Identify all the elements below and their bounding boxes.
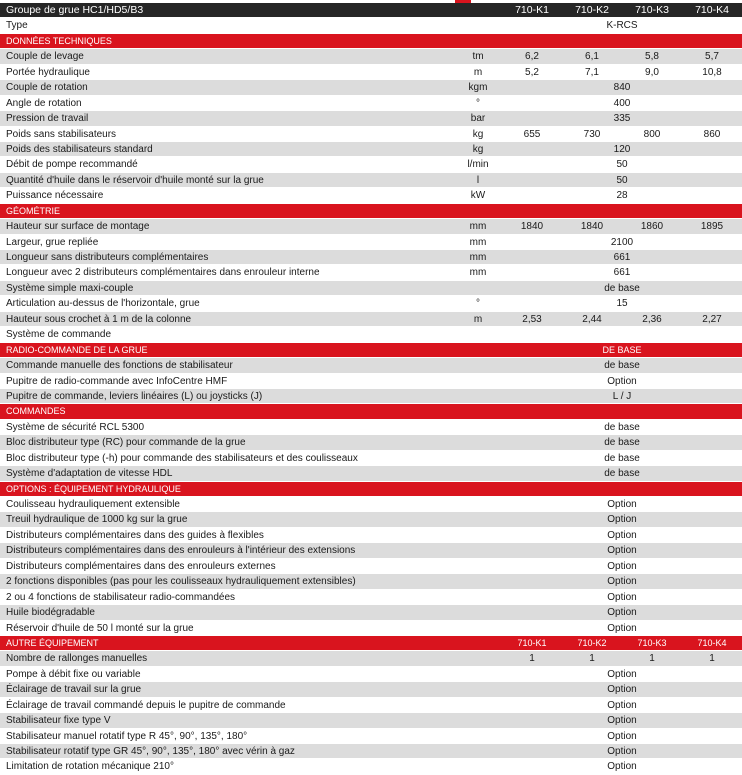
shared-value-cell: Option bbox=[607, 622, 637, 634]
row-label: Pompe à débit fixe ou variable bbox=[6, 668, 141, 680]
table-row bbox=[0, 389, 742, 404]
shared-value-cell: Option bbox=[607, 375, 637, 387]
table-row bbox=[0, 729, 742, 744]
table-row bbox=[0, 65, 742, 80]
row-label: Poids sans stabilisateurs bbox=[6, 128, 117, 140]
row-unit: m bbox=[473, 66, 483, 78]
table-row bbox=[0, 327, 742, 342]
row-label: Poids des stabilisateurs standard bbox=[6, 143, 153, 155]
value-cell-k4: 1 bbox=[709, 653, 715, 665]
shared-value-cell: Option bbox=[607, 499, 637, 510]
value-cell-k1: 710-K1 bbox=[517, 637, 547, 648]
shared-value-cell: de base bbox=[604, 282, 640, 294]
row-label: Pupitre de radio-commande avec InfoCentre HMF bbox=[6, 375, 228, 387]
shared-value-cell: 661 bbox=[613, 252, 631, 263]
table-row bbox=[0, 312, 742, 327]
table-row bbox=[0, 651, 742, 666]
table-row bbox=[0, 420, 742, 435]
section-header bbox=[0, 34, 742, 49]
shared-value-cell: Option bbox=[607, 591, 637, 603]
section-header bbox=[0, 482, 742, 497]
row-unit: mm bbox=[469, 252, 487, 263]
model-header-k3: 710-K3 bbox=[635, 4, 669, 16]
table-row bbox=[0, 219, 742, 234]
section-title: AUTRE ÉQUIPEMENT bbox=[6, 637, 99, 648]
row-label: Distributeurs complémentaires dans des enrouleurs externes bbox=[6, 560, 276, 572]
row-label: Système de sécurité RCL 5300 bbox=[6, 421, 145, 433]
table-row bbox=[0, 173, 742, 188]
row-unit: tm bbox=[472, 51, 484, 63]
value-cell-k1: 655 bbox=[523, 128, 541, 140]
shared-value-cell: 400 bbox=[613, 97, 631, 109]
table-row bbox=[0, 744, 742, 759]
table-row bbox=[0, 713, 742, 728]
model-header-k4: 710-K4 bbox=[695, 4, 729, 16]
shared-value-cell: de base bbox=[604, 468, 640, 480]
shared-value-cell: 661 bbox=[613, 267, 631, 279]
table-row bbox=[0, 96, 742, 111]
row-label: Quantité d'huile dans le réservoir d'huile monté sur la grue bbox=[6, 174, 264, 186]
table-row bbox=[0, 698, 742, 713]
shared-value-cell: 28 bbox=[616, 190, 628, 202]
table-row bbox=[0, 296, 742, 311]
shared-value-cell: DE BASE bbox=[602, 344, 642, 355]
table-row bbox=[0, 281, 742, 296]
row-unit: l/min bbox=[467, 159, 489, 171]
table-row bbox=[0, 621, 742, 636]
shared-value-cell: de base bbox=[604, 360, 640, 372]
table-row bbox=[0, 451, 742, 466]
shared-value-cell: L / J bbox=[612, 390, 632, 402]
shared-value-cell: Option bbox=[607, 576, 637, 588]
table-row bbox=[0, 559, 742, 574]
value-cell-k3: 1 bbox=[649, 653, 655, 665]
table-row bbox=[0, 590, 742, 605]
value-cell-k3: 5,8 bbox=[645, 51, 659, 63]
table-row bbox=[0, 250, 742, 265]
table-row bbox=[0, 682, 742, 697]
shared-value-cell: Option bbox=[607, 560, 637, 572]
table-row bbox=[0, 605, 742, 620]
row-label: Longueur sans distributeurs complémentaires bbox=[6, 252, 209, 263]
table-row bbox=[0, 435, 742, 450]
value-cell-k3: 2,36 bbox=[642, 313, 662, 325]
table-row bbox=[0, 512, 742, 527]
row-label: Éclairage de travail commandé depuis le pupitre de commande bbox=[6, 699, 286, 711]
shared-value-cell: 335 bbox=[613, 113, 631, 125]
row-label: Nombre de rallonges manuelles bbox=[6, 653, 148, 665]
row-label: Bloc distributeur type (RC) pour commande de la grue bbox=[6, 437, 246, 449]
table-row bbox=[0, 358, 742, 373]
shared-value-cell: de base bbox=[604, 437, 640, 449]
table-row bbox=[0, 374, 742, 389]
row-label: 2 ou 4 fonctions de stabilisateur radio-commandées bbox=[6, 591, 236, 603]
value-cell-k3: 9,0 bbox=[645, 66, 659, 78]
value-cell-k1: 2,53 bbox=[522, 313, 542, 325]
shared-value-cell: Option bbox=[607, 668, 637, 680]
row-label: Limitation de rotation mécanique 210° bbox=[6, 761, 174, 773]
shared-value-cell: K-RCS bbox=[606, 20, 638, 32]
table-row bbox=[0, 759, 742, 774]
value-cell-k1: 6,2 bbox=[525, 51, 539, 63]
value-cell-k4: 1895 bbox=[700, 221, 724, 233]
table-row bbox=[0, 466, 742, 481]
row-label: Type bbox=[6, 20, 28, 32]
row-label: Stabilisateur manuel rotatif type R 45°, 90°, 135°, 180° bbox=[6, 730, 248, 742]
value-cell-k3: 800 bbox=[643, 128, 661, 140]
value-cell-k1: 1 bbox=[529, 653, 535, 665]
table-row bbox=[0, 111, 742, 126]
row-unit: m bbox=[473, 313, 483, 325]
shared-value-cell: 840 bbox=[613, 82, 631, 94]
section-title: COMMANDES bbox=[6, 406, 66, 417]
shared-value-cell: de base bbox=[604, 452, 640, 464]
shared-value-cell: de base bbox=[604, 421, 640, 433]
table-row bbox=[0, 543, 742, 558]
table-header-row bbox=[0, 3, 742, 18]
row-label: Angle de rotation bbox=[6, 97, 82, 109]
table-row bbox=[0, 80, 742, 95]
row-label: Couple de rotation bbox=[6, 82, 88, 94]
model-header-k2: 710-K2 bbox=[575, 4, 609, 16]
table-row bbox=[0, 574, 742, 589]
section-header bbox=[0, 204, 742, 219]
row-unit: mm bbox=[469, 236, 487, 248]
table-row bbox=[0, 528, 742, 543]
row-label: Articulation au-dessus de l'horizontale, grue bbox=[6, 298, 200, 310]
row-unit: kW bbox=[470, 190, 486, 202]
row-label: Hauteur sur surface de montage bbox=[6, 221, 150, 233]
shared-value-cell: 50 bbox=[616, 174, 628, 186]
row-label: Système de commande bbox=[6, 329, 112, 341]
table-row bbox=[0, 49, 742, 64]
shared-value-cell: Option bbox=[607, 761, 637, 773]
value-cell-k1: 1840 bbox=[520, 221, 544, 233]
value-cell-k4: 2,27 bbox=[702, 313, 722, 325]
row-unit: ° bbox=[476, 97, 480, 109]
value-cell-k4: 710-K4 bbox=[697, 637, 727, 648]
row-label: Commande manuelle des fonctions de stabilisateur bbox=[6, 360, 233, 372]
shared-value-cell: 15 bbox=[616, 298, 628, 310]
table-title: Groupe de grue HC1/HD5/B3 bbox=[6, 4, 144, 16]
row-label: Distributeurs complémentaires dans des guides à flexibles bbox=[6, 529, 264, 541]
table-row bbox=[0, 127, 742, 142]
value-cell-k3: 1860 bbox=[640, 221, 664, 233]
table-row bbox=[0, 265, 742, 280]
value-cell-k2: 1840 bbox=[580, 221, 604, 233]
row-unit: l bbox=[476, 174, 480, 186]
shared-value-cell: 120 bbox=[613, 143, 631, 155]
row-unit: bar bbox=[470, 113, 486, 125]
shared-value-cell: 2100 bbox=[610, 236, 634, 248]
row-label: Huile biodégradable bbox=[6, 607, 95, 619]
row-label: Treuil hydraulique de 1000 kg sur la grue bbox=[6, 514, 188, 526]
row-label: Largeur, grue repliée bbox=[6, 236, 99, 248]
row-unit: kg bbox=[472, 128, 484, 140]
model-header-k1: 710-K1 bbox=[515, 4, 549, 16]
row-unit: mm bbox=[469, 221, 487, 233]
row-label: Longueur avec 2 distributeurs complémentaires dans enrouleur interne bbox=[6, 267, 320, 279]
spec-table bbox=[0, 3, 742, 775]
shared-value-cell: Option bbox=[607, 715, 637, 727]
table-row bbox=[0, 157, 742, 172]
table-row bbox=[0, 667, 742, 682]
value-cell-k2: 2,44 bbox=[582, 313, 602, 325]
value-cell-k2: 7,1 bbox=[585, 66, 599, 78]
row-label: Système simple maxi-couple bbox=[6, 282, 134, 294]
row-label: 2 fonctions disponibles (pas pour les coulisseaux hydrauliquement extensibles) bbox=[6, 576, 356, 588]
section-title: GÉOMÉTRIE bbox=[6, 205, 61, 216]
row-unit: mm bbox=[469, 267, 487, 279]
section-header bbox=[0, 404, 742, 419]
value-cell-k2: 1 bbox=[589, 653, 595, 665]
row-label: Stabilisateur fixe type V bbox=[6, 715, 111, 727]
row-label: Distributeurs complémentaires dans des enrouleurs à l'intérieur des extensions bbox=[6, 545, 356, 557]
row-unit: kg bbox=[472, 143, 484, 155]
row-label: Puissance nécessaire bbox=[6, 190, 104, 202]
shared-value-cell: Option bbox=[607, 529, 637, 541]
section-header bbox=[0, 636, 742, 651]
shared-value-cell: Option bbox=[607, 545, 637, 557]
row-label: Éclairage de travail sur la grue bbox=[6, 684, 142, 696]
row-unit: ° bbox=[476, 298, 480, 310]
row-label: Stabilisateur rotatif type GR 45°, 90°, 135°, 180° avec vérin à gaz bbox=[6, 746, 295, 757]
table-row bbox=[0, 497, 742, 512]
shared-value-cell: Option bbox=[607, 514, 637, 526]
value-cell-k4: 860 bbox=[703, 128, 721, 140]
table-body bbox=[0, 18, 742, 774]
row-label: Pression de travail bbox=[6, 113, 89, 125]
shared-value-cell: Option bbox=[607, 746, 637, 757]
row-label: Réservoir d'huile de 50 l monté sur la grue bbox=[6, 622, 194, 634]
row-label: Pupitre de commande, leviers linéaires (L) ou joysticks (J) bbox=[6, 390, 263, 402]
row-label: Coulisseau hydrauliquement extensible bbox=[6, 499, 180, 510]
shared-value-cell: Option bbox=[607, 699, 637, 711]
row-label: Hauteur sous crochet à 1 m de la colonne bbox=[6, 313, 192, 325]
value-cell-k4: 5,7 bbox=[705, 51, 719, 63]
section-title: OPTIONS : ÉQUIPEMENT HYDRAULIQUE bbox=[6, 483, 181, 494]
value-cell-k3: 710-K3 bbox=[637, 637, 667, 648]
section-title: RADIO-COMMANDE DE LA GRUE bbox=[6, 344, 148, 355]
row-label: Débit de pompe recommandé bbox=[6, 159, 138, 171]
row-label: Bloc distributeur type (-h) pour commande des stabilisateurs et des coulisseaux bbox=[6, 452, 358, 464]
value-cell-k4: 10,8 bbox=[702, 66, 722, 78]
row-label: Couple de levage bbox=[6, 51, 84, 63]
row-unit: kgm bbox=[468, 82, 488, 94]
table-row bbox=[0, 18, 742, 33]
row-label: Système d'adaptation de vitesse HDL bbox=[6, 468, 173, 480]
table-row bbox=[0, 188, 742, 203]
value-cell-k2: 730 bbox=[583, 128, 601, 140]
value-cell-k2: 6,1 bbox=[585, 51, 599, 63]
table-row bbox=[0, 142, 742, 157]
shared-value-cell: Option bbox=[607, 684, 637, 696]
section-title: DONNÉES TECHNIQUES bbox=[6, 35, 112, 46]
section-header bbox=[0, 343, 742, 358]
shared-value-cell: Option bbox=[607, 607, 637, 619]
row-label: Portée hydraulique bbox=[6, 66, 90, 78]
shared-value-cell: 50 bbox=[616, 159, 628, 171]
value-cell-k2: 710-K2 bbox=[577, 637, 607, 648]
value-cell-k1: 5,2 bbox=[525, 66, 539, 78]
table-row bbox=[0, 235, 742, 250]
shared-value-cell: Option bbox=[607, 730, 637, 742]
